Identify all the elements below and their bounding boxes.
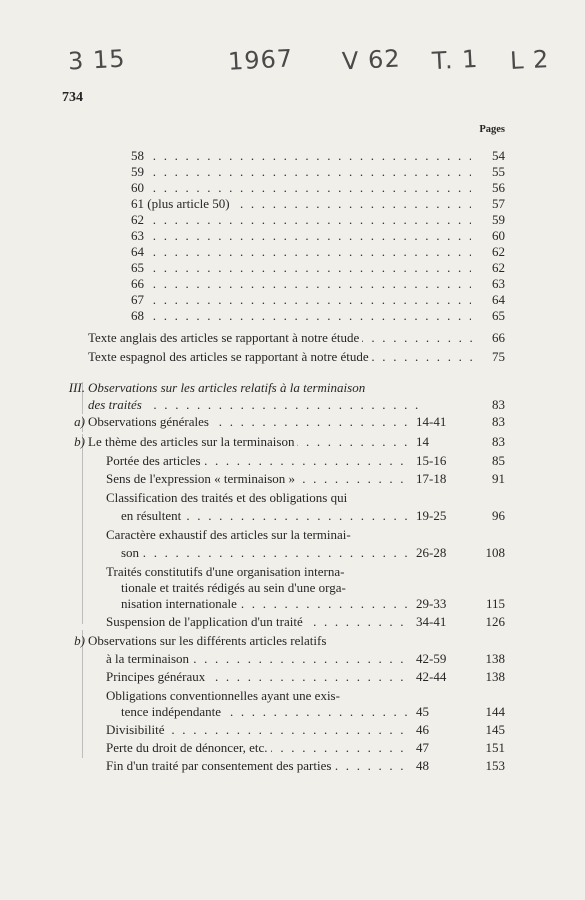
toc-articles: 48 bbox=[416, 758, 429, 773]
toc-entry bbox=[0, 596, 585, 612]
toc-label-text: Principes généraux bbox=[106, 669, 208, 684]
page-number: 734 bbox=[62, 90, 83, 105]
toc-entry bbox=[0, 564, 585, 580]
toc-page: 83 bbox=[492, 414, 505, 429]
toc-page: 153 bbox=[485, 758, 505, 773]
toc-label bbox=[106, 722, 408, 738]
toc-entry bbox=[0, 614, 585, 630]
toc-page: 115 bbox=[485, 596, 505, 611]
toc-label-text: 68 bbox=[131, 308, 147, 323]
toc-entry bbox=[0, 292, 585, 308]
toc-label-text: Classification des traités et des obligations qui bbox=[106, 490, 350, 505]
toc-label-text: 64 bbox=[131, 244, 147, 259]
toc-articles: 19-25 bbox=[416, 508, 447, 523]
toc-page: 83 bbox=[492, 434, 505, 449]
toc-label-text: 65 bbox=[131, 260, 147, 275]
toc-label-text: Observations générales bbox=[88, 414, 212, 429]
toc-label bbox=[106, 669, 408, 685]
toc-label-text: 62 bbox=[131, 212, 147, 227]
toc-label bbox=[88, 380, 418, 396]
toc-articles: 29-33 bbox=[416, 596, 447, 611]
toc-page: 54 bbox=[492, 148, 505, 163]
toc-label bbox=[106, 453, 408, 469]
toc-entry bbox=[0, 180, 585, 196]
toc-entry bbox=[0, 508, 585, 524]
toc-entry bbox=[0, 164, 585, 180]
toc-label-text: 66 bbox=[131, 276, 147, 291]
toc-page: 64 bbox=[492, 292, 505, 307]
toc-entry bbox=[0, 669, 585, 685]
toc-label bbox=[131, 164, 471, 180]
toc-entry bbox=[0, 688, 585, 704]
toc-label bbox=[131, 292, 471, 308]
toc-label bbox=[121, 596, 408, 612]
toc-label-text: tionale et traités rédigés au sein d'une orga- bbox=[121, 580, 349, 595]
toc-entry bbox=[0, 545, 585, 561]
toc-entry bbox=[0, 527, 585, 543]
toc-entry bbox=[0, 758, 585, 774]
toc-entry bbox=[0, 580, 585, 596]
toc-label-text: 63 bbox=[131, 228, 147, 243]
toc-entry bbox=[0, 244, 585, 260]
section-marker: a) bbox=[74, 414, 85, 429]
toc-entry bbox=[0, 276, 585, 292]
handwritten-year: 1967 bbox=[227, 44, 294, 76]
toc-label bbox=[131, 260, 471, 276]
toc-label-text: Observations sur les différents articles relatifs bbox=[88, 633, 329, 648]
toc-articles: 14 bbox=[416, 434, 429, 449]
toc-label-text: Caractère exhaustif des articles sur la terminai- bbox=[106, 527, 354, 542]
toc-label-text: des traités bbox=[88, 397, 145, 412]
handwritten-part: L 2 bbox=[509, 44, 550, 76]
toc-page: 55 bbox=[492, 164, 505, 179]
toc-label-text: Suspension de l'application d'un traité bbox=[106, 614, 306, 629]
toc-entry bbox=[0, 453, 585, 469]
toc-label-text: Observations sur les articles relatifs à la terminaison bbox=[88, 380, 368, 395]
toc-label-text: Obligations conventionnelles ayant une exis- bbox=[106, 688, 343, 703]
section-marker: III. bbox=[68, 380, 85, 395]
toc-page: 145 bbox=[485, 722, 505, 737]
toc-entry bbox=[0, 740, 585, 756]
toc-label-text: Texte anglais des articles se rapportant à notre étude bbox=[88, 330, 362, 345]
toc-label bbox=[106, 740, 408, 756]
toc-page: 91 bbox=[492, 471, 505, 486]
toc-label-text: Portée des articles bbox=[106, 453, 204, 468]
section-marker: b) bbox=[74, 633, 85, 648]
toc-page: 75 bbox=[492, 349, 505, 364]
toc-entry bbox=[0, 308, 585, 324]
toc-page: 59 bbox=[492, 212, 505, 227]
toc-label bbox=[131, 196, 471, 212]
toc-label-text: 59 bbox=[131, 164, 147, 179]
toc-entry bbox=[0, 228, 585, 244]
toc-label-text: Traités constitutifs d'une organisation interna- bbox=[106, 564, 347, 579]
toc-label bbox=[88, 349, 472, 365]
toc-label bbox=[106, 758, 408, 774]
toc-page: 126 bbox=[485, 614, 505, 629]
toc-label-text: 58 bbox=[131, 148, 147, 163]
toc-label bbox=[106, 614, 408, 630]
toc-entry bbox=[0, 212, 585, 228]
toc-entry bbox=[0, 397, 585, 413]
toc-articles: 26-28 bbox=[416, 545, 447, 560]
toc-articles: 17-18 bbox=[416, 471, 447, 486]
toc-articles: 46 bbox=[416, 722, 429, 737]
toc-label-text: nisation internationale bbox=[121, 596, 240, 611]
toc-label-text: tence indépendante bbox=[121, 704, 224, 719]
toc-articles: 47 bbox=[416, 740, 429, 755]
toc-label-text: Fin d'un traité par consentement des parties bbox=[106, 758, 334, 773]
toc-page: 60 bbox=[492, 228, 505, 243]
toc-label bbox=[88, 330, 472, 346]
toc-entry bbox=[0, 349, 585, 365]
toc-entry bbox=[0, 651, 585, 667]
toc-label bbox=[88, 397, 418, 413]
toc-page: 108 bbox=[485, 545, 505, 560]
toc-page: 57 bbox=[492, 196, 505, 211]
handwritten-volume: V 62 bbox=[341, 44, 402, 76]
toc-page: 56 bbox=[492, 180, 505, 195]
toc-label bbox=[131, 228, 471, 244]
toc-articles: 42-44 bbox=[416, 669, 447, 684]
toc-label bbox=[121, 580, 408, 596]
toc-label bbox=[88, 633, 408, 649]
toc-label-text: Divisibilité bbox=[106, 722, 168, 737]
toc-articles: 45 bbox=[416, 704, 429, 719]
toc-label bbox=[131, 148, 471, 164]
toc-label bbox=[121, 508, 408, 524]
toc-entry bbox=[0, 330, 585, 346]
toc-page: 144 bbox=[485, 704, 505, 719]
toc-label-text: en résultent bbox=[121, 508, 184, 523]
toc-entry bbox=[0, 260, 585, 276]
toc-entry bbox=[0, 704, 585, 720]
toc-entry bbox=[0, 633, 585, 649]
toc-label-text: Texte espagnol des articles se rapportant à notre étude bbox=[88, 349, 372, 364]
toc-label-text: 67 bbox=[131, 292, 147, 307]
toc-page: 66 bbox=[492, 330, 505, 345]
toc-articles: 34-41 bbox=[416, 614, 447, 629]
toc-label-text: Perte du droit de dénoncer, etc. bbox=[106, 740, 271, 755]
handwritten-ref: 3 15 bbox=[67, 44, 127, 76]
pages-column-header: Pages bbox=[479, 124, 505, 135]
toc-page: 62 bbox=[492, 244, 505, 259]
toc-entry bbox=[0, 434, 585, 450]
toc-label bbox=[106, 651, 408, 667]
toc-entry bbox=[0, 148, 585, 164]
toc-page: 138 bbox=[485, 651, 505, 666]
toc-entry bbox=[0, 490, 585, 506]
toc-page: 83 bbox=[492, 397, 505, 412]
toc-label bbox=[131, 180, 471, 196]
toc-label bbox=[106, 490, 408, 506]
toc-label bbox=[106, 527, 408, 543]
toc-entry bbox=[0, 722, 585, 738]
toc-page: 96 bbox=[492, 508, 505, 523]
toc-entry bbox=[0, 414, 585, 430]
toc-label bbox=[131, 276, 471, 292]
toc-label bbox=[131, 212, 471, 228]
toc-label bbox=[106, 688, 408, 704]
toc-label bbox=[106, 471, 408, 487]
toc-label bbox=[121, 545, 408, 561]
toc-label-text: Le thème des articles sur la terminaison bbox=[88, 434, 297, 449]
toc-label-text: 61 (plus article 50) bbox=[131, 196, 233, 211]
toc-label-text: Sens de l'expression « terminaison » bbox=[106, 471, 298, 486]
toc-articles: 14-41 bbox=[416, 414, 447, 429]
toc-label-text: son bbox=[121, 545, 142, 560]
toc-articles: 42-59 bbox=[416, 651, 447, 666]
toc-articles: 15-16 bbox=[416, 453, 447, 468]
toc-page: 138 bbox=[485, 669, 505, 684]
handwritten-tome: T. 1 bbox=[431, 44, 480, 76]
toc-label bbox=[131, 244, 471, 260]
toc-page: 63 bbox=[492, 276, 505, 291]
toc-label bbox=[106, 564, 408, 580]
toc-label-text: 60 bbox=[131, 180, 147, 195]
toc-page: 85 bbox=[492, 453, 505, 468]
toc-entry bbox=[0, 380, 585, 396]
toc-entry bbox=[0, 471, 585, 487]
toc-page: 65 bbox=[492, 308, 505, 323]
section-marker: b) bbox=[74, 434, 85, 449]
toc-label-text: à la terminaison bbox=[106, 651, 192, 666]
toc-label bbox=[88, 414, 408, 430]
toc-label bbox=[121, 704, 408, 720]
toc-label bbox=[88, 434, 408, 450]
toc-entry bbox=[0, 196, 585, 212]
toc-page: 151 bbox=[485, 740, 505, 755]
toc-page: 62 bbox=[492, 260, 505, 275]
toc-label bbox=[131, 308, 471, 324]
